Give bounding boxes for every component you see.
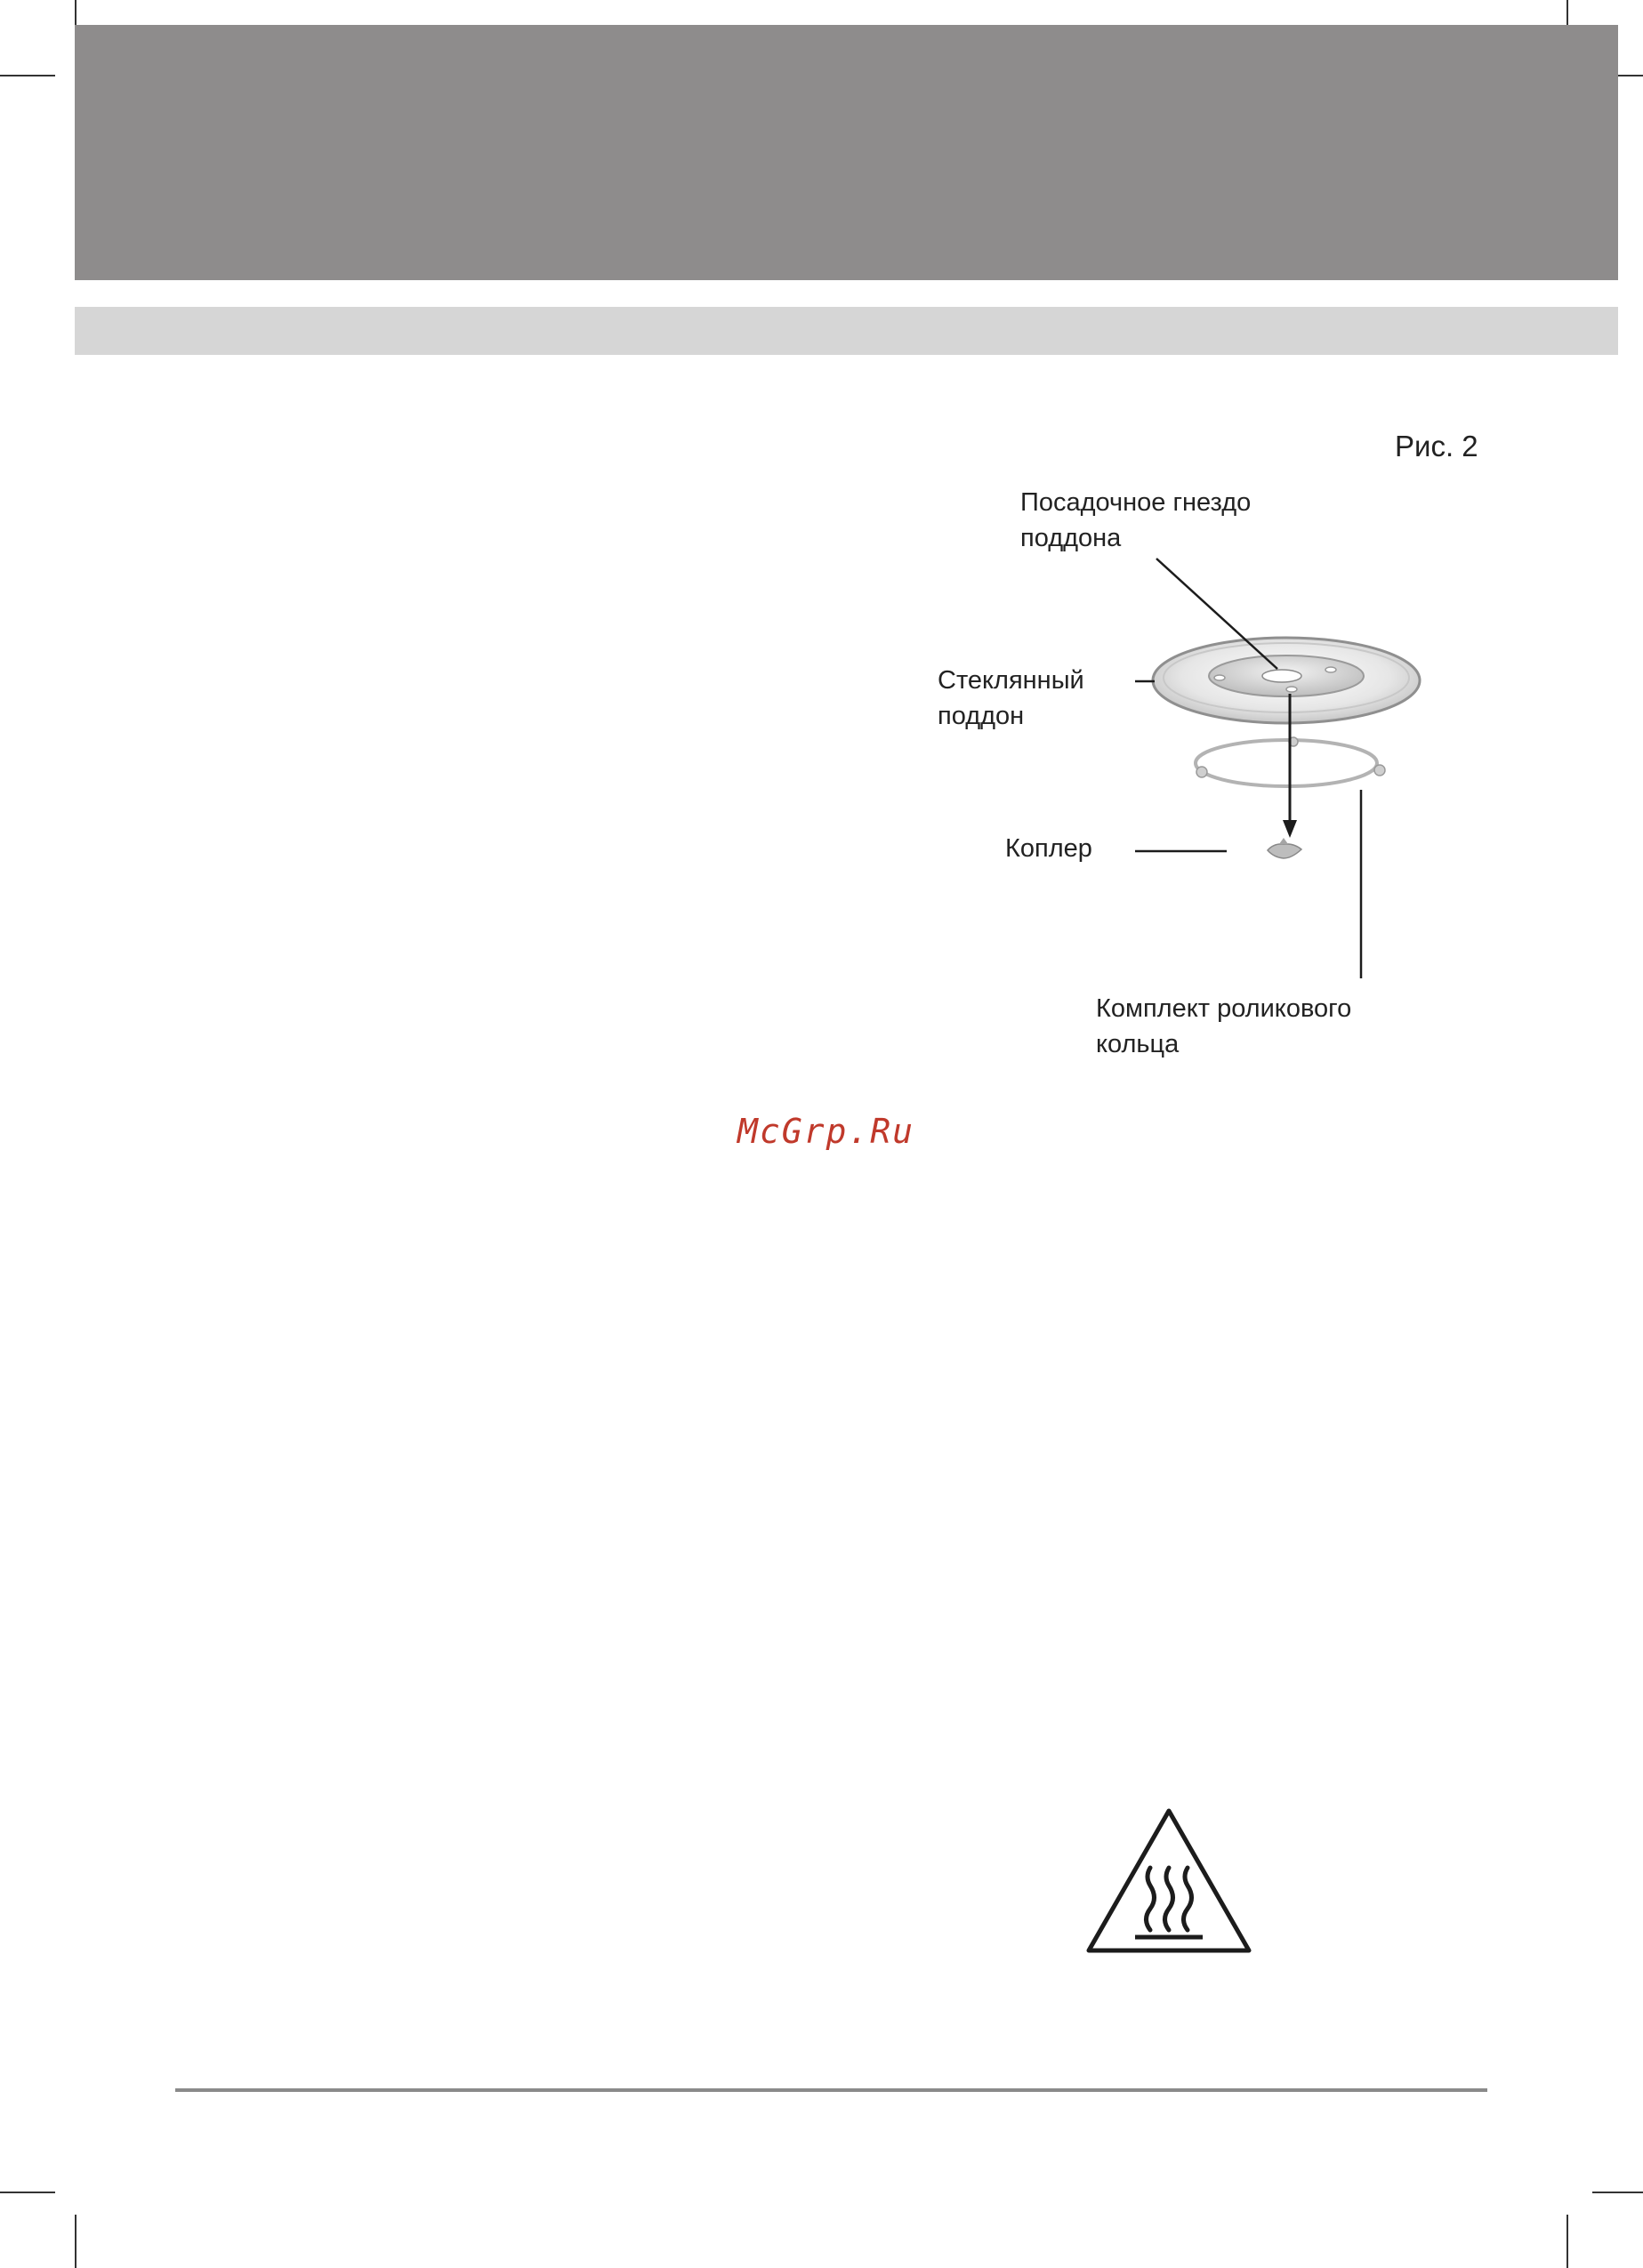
watermark: McGrp.Ru xyxy=(737,1112,915,1151)
crop-mark xyxy=(1566,2215,1568,2268)
callout-line: поддон xyxy=(938,702,1025,730)
callout-line: Посадочное гнездо xyxy=(1020,488,1252,517)
subheader-bar xyxy=(75,307,1618,355)
callout-coupler xyxy=(1005,831,1092,866)
callout-tray-seat xyxy=(1020,485,1251,556)
crop-mark xyxy=(0,2192,55,2193)
crop-mark xyxy=(75,2215,77,2268)
leader-line-seat xyxy=(1156,559,1277,669)
callout-roller-ring xyxy=(1096,991,1351,1062)
callout-line: кольца xyxy=(1096,1030,1180,1058)
callout-line: Коплер xyxy=(1005,834,1092,863)
roller-ring-icon xyxy=(1196,737,1385,786)
header-bar xyxy=(75,25,1618,280)
figure-label: Рис. 2 xyxy=(1395,430,1478,462)
footer-rule xyxy=(175,2088,1487,2092)
glass-tray-icon xyxy=(1153,638,1420,723)
callout-glass-tray xyxy=(938,663,1084,734)
arrow-down-icon xyxy=(1283,820,1297,838)
callout-line: поддона xyxy=(1020,524,1122,552)
callout-line: Комплект роликового xyxy=(1096,994,1352,1023)
callout-line: Стеклянный xyxy=(938,666,1084,695)
crop-mark xyxy=(1592,2192,1643,2193)
hot-surface-warning-icon xyxy=(1089,1811,1249,1950)
crop-mark xyxy=(0,75,55,76)
coupler-icon xyxy=(1268,838,1301,858)
